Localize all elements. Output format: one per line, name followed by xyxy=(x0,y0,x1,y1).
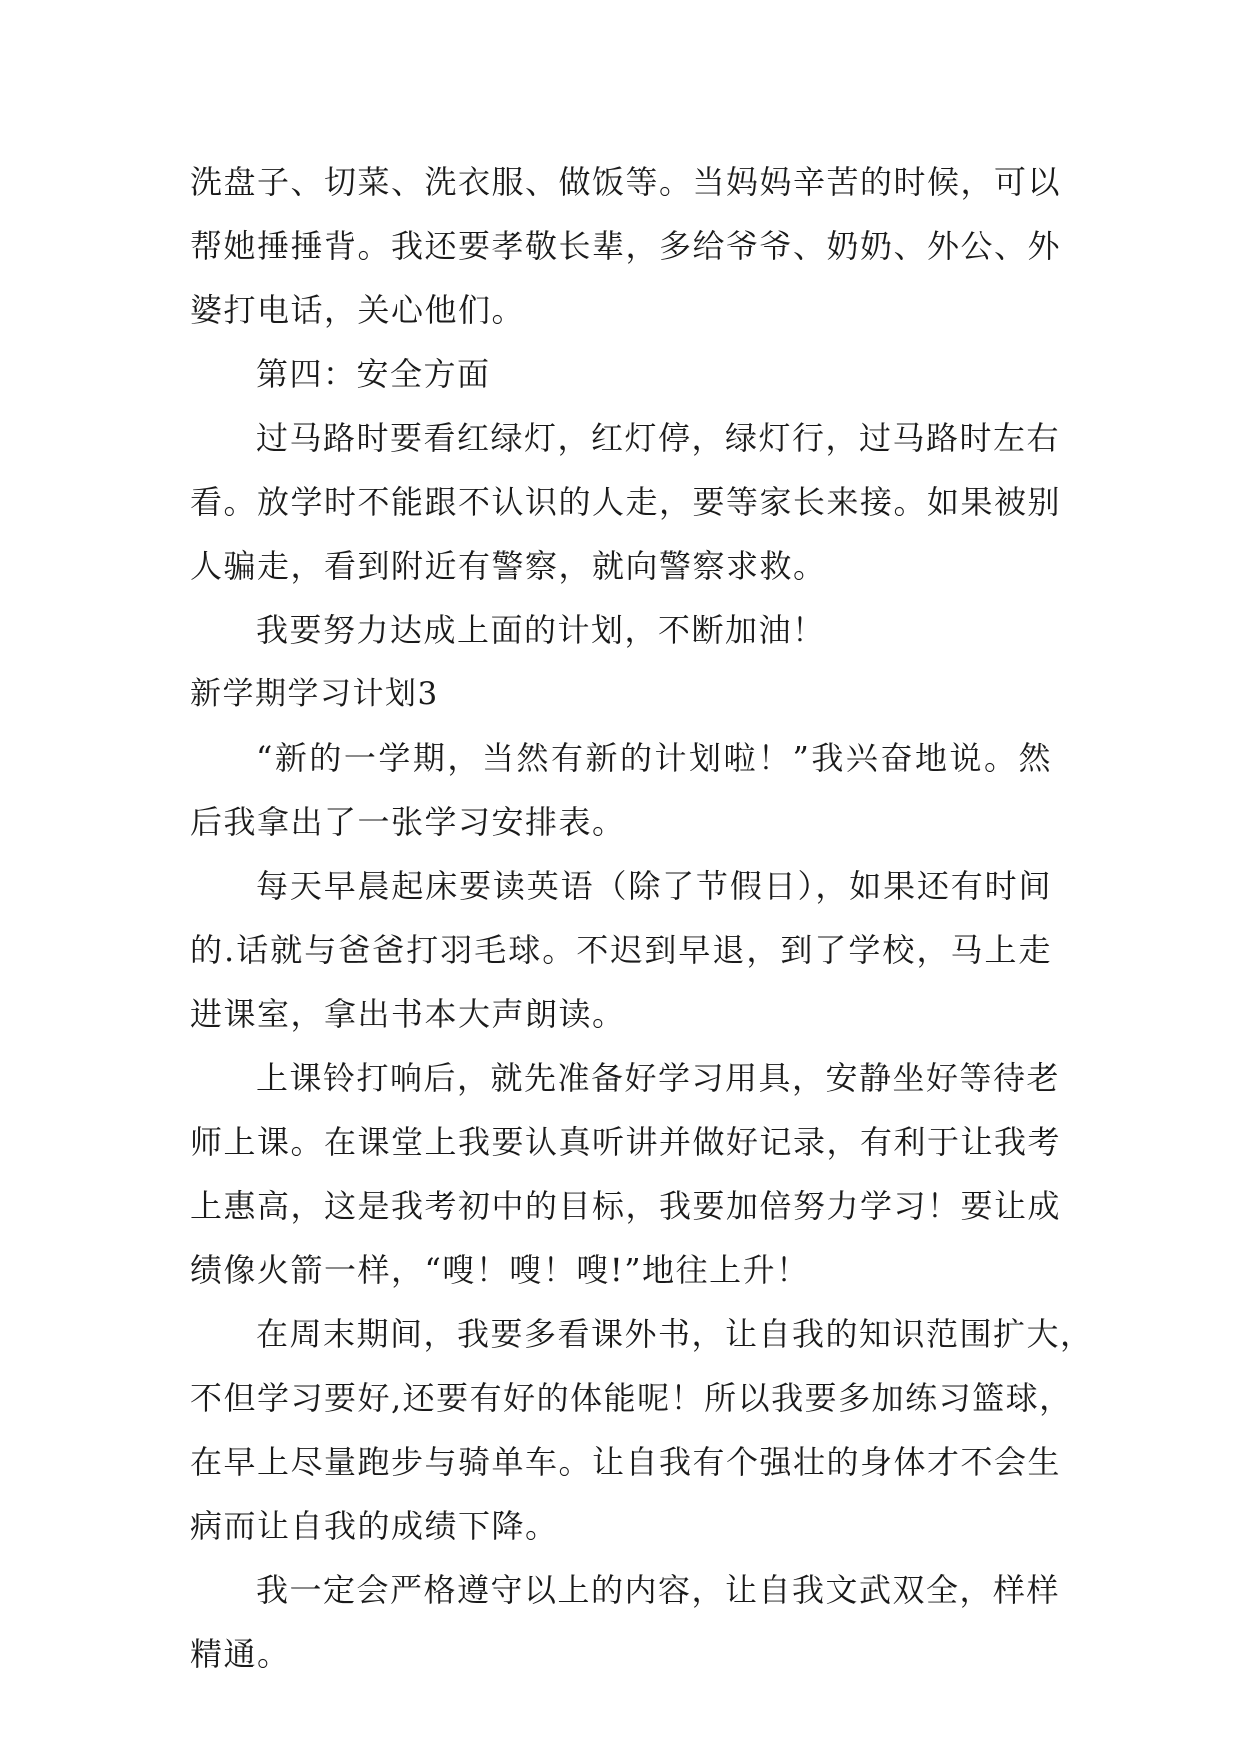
paragraph-line: 洗盘子、切菜、洗衣服、做饭等。当妈妈辛苦的时候，可以 xyxy=(190,163,1062,201)
paragraph-line: 我一定会严格遵守以上的内容，让自我文武双全，样样 xyxy=(256,1571,1061,1609)
paragraph-line: 师上课。在课堂上我要认真听讲并做好记录，有利于让我考 xyxy=(190,1123,1062,1161)
paragraph-line: 帮她捶捶背。我还要孝敬长辈，多给爷爷、奶奶、外公、外 xyxy=(190,227,1062,265)
paragraph-line: 看。放学时不能跟不认识的人走，要等家长来接。如果被别 xyxy=(190,483,1062,521)
paragraph-line: “新的一学期，当然有新的计划啦！”我兴奋地说。然 xyxy=(256,739,1052,777)
paragraph-line: 在周末期间，我要多看课外书，让自我的知识范围扩大， xyxy=(256,1315,1094,1353)
paragraph-line: 上惠高，这是我考初中的目标，我要加倍努力学习！要让成 xyxy=(190,1187,1062,1225)
paragraph-line: 后我拿出了一张学习安排表。 xyxy=(190,803,626,841)
paragraph-line: 我要努力达成上面的计划，不断加油！ xyxy=(256,611,826,649)
paragraph-line: 每天早晨起床要读英语（除了节假日），如果还有时间 xyxy=(256,867,1052,905)
paragraph-line: 婆打电话，关心他们。 xyxy=(190,291,526,329)
document-title: 新学期学习计划3 xyxy=(190,676,439,712)
paragraph-line: 病而让自我的成绩下降。 xyxy=(190,1507,559,1545)
paragraph-line: 在早上尽量跑步与骑单车。让自我有个强壮的身体才不会生 xyxy=(190,1443,1062,1481)
document-body xyxy=(190,150,1094,1686)
section-heading: 第四：安全方面 xyxy=(256,355,491,393)
paragraph-line: 进课室，拿出书本大声朗读。 xyxy=(190,995,626,1033)
paragraph-line: 绩像火箭一样，“嗖！嗖！嗖!”地往上升！ xyxy=(190,1251,810,1289)
paragraph-line: 不但学习要好,还要有好的体能呢！所以我要多加练习篮球， xyxy=(190,1379,1073,1417)
paragraph-line: 人骗走，看到附近有警察，就向警察求救。 xyxy=(190,547,827,585)
paragraph-line: 精通。 xyxy=(190,1635,291,1673)
paragraph-line: 过马路时要看红绿灯，红灯停，绿灯行，过马路时左右 xyxy=(256,419,1061,457)
paragraph-line: 上课铃打响后，就先准备好学习用具，安静坐好等待老 xyxy=(256,1059,1061,1097)
paragraph-line: 的.话就与爸爸打羽毛球。不迟到早退，到了学校，马上走 xyxy=(190,931,1052,969)
